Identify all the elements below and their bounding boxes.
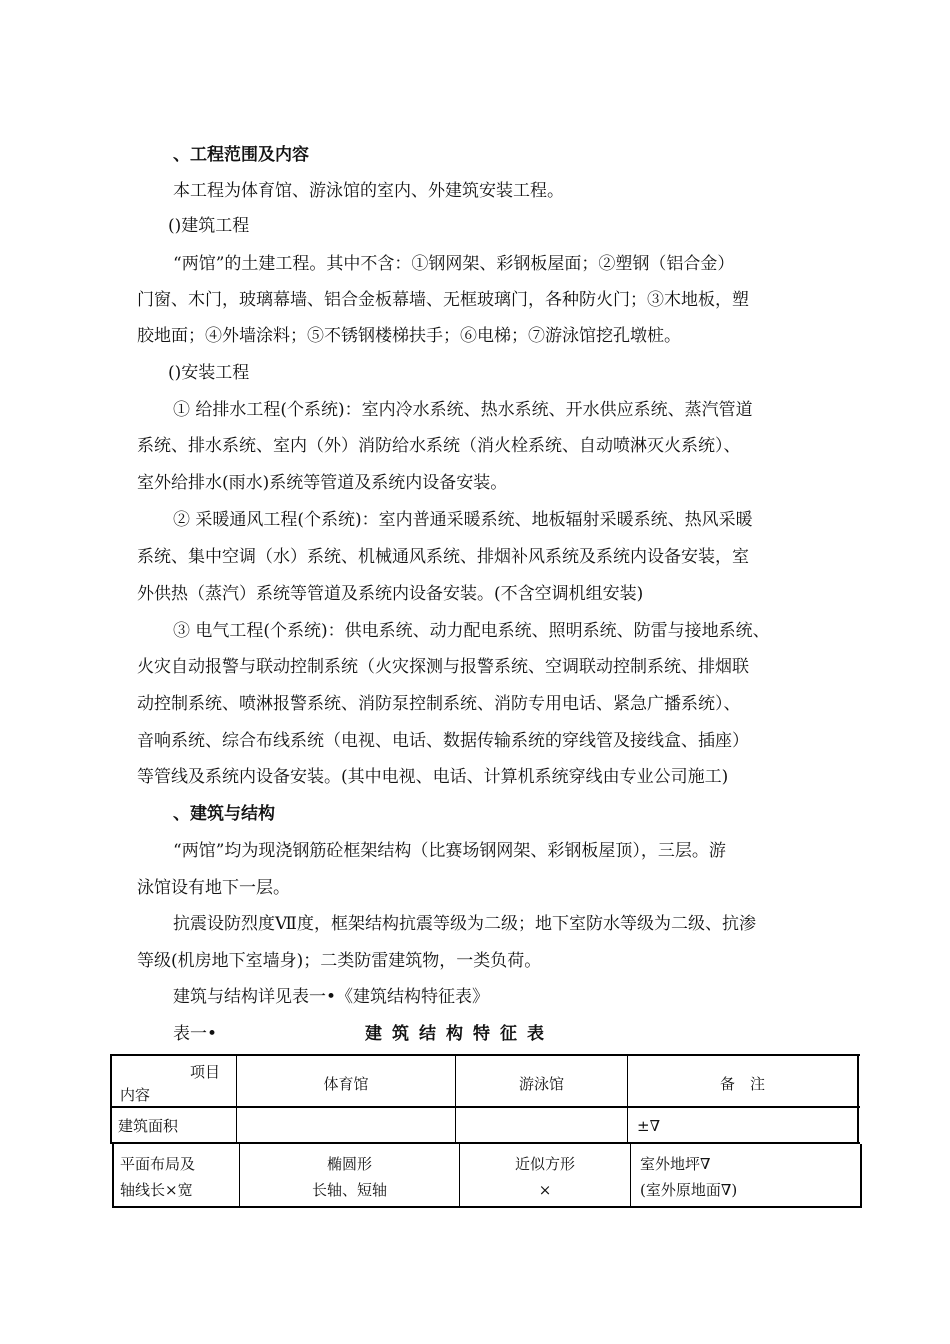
table-cell-note: 室外地坪∇ (640, 1155, 711, 1173)
paragraph-intro: 本工程为体育馆、游泳馆的室内、外建筑安装工程。 (173, 181, 564, 201)
table-header-gym: 体育馆 (323, 1075, 369, 1093)
paragraph-hvac-line: 外供热（蒸汽）系统等管道及系统内设备安装。(不含空调机组安装) (137, 584, 644, 604)
table-cell: 近似方形 (514, 1155, 575, 1173)
table-cell: × (538, 1181, 552, 1199)
table-row-label: 轴线长×宽 (120, 1181, 193, 1199)
table-title: 建筑结构特征表 (365, 1024, 554, 1044)
paragraph-seismic-line: 等级(机房地下室墙身)；二类防雷建筑物，一类负荷。 (137, 951, 542, 971)
paragraph-electrical-line: 等管线及系统内设备安装。(其中电视、电话、计算机系统穿线由专业公司施工) (137, 767, 729, 787)
paragraph-plumbing-line: 室外给排水(雨水)系统等管道及系统内设备安装。 (137, 473, 508, 493)
paragraph-electrical-line: 音响系统、综合布线系统（电视、电话、数据传输系统的穿线管及接线盒、插座） (137, 731, 749, 751)
paragraph-structure-line: 泳馆设有地下一层。 (137, 878, 290, 898)
paragraph-civil-line: “两馆”的土建工程。其中不含：①钢网架、彩钢板屋面；②塑钢（铝合金） (173, 254, 735, 274)
table-cell: 椭圆形 (326, 1155, 372, 1173)
table-header-content: 内容 (120, 1086, 151, 1104)
paragraph-electrical-line: 火灾自动报警与联动控制系统（火灾探测与报警系统、空调联动控制系统、排烟联 (137, 657, 749, 677)
table-header-item: 项目 (190, 1063, 221, 1081)
paragraph-hvac-line: ② 采暖通风工程(个系统)：室内普通采暖系统、地板辐射采暖系统、热风采暖 (173, 510, 753, 530)
section-heading-structure: 、建筑与结构 (173, 804, 275, 824)
table-header-notes: 备 注 (719, 1075, 765, 1093)
paragraph-civil-line: 门窗、木门，玻璃幕墙、铝合金板幕墙、无框玻璃门，各种防火门；③木地板，塑 (137, 290, 749, 310)
table-cell-note: ±∇ (637, 1117, 661, 1135)
table-header-pool: 游泳馆 (518, 1075, 564, 1093)
subheading-civil: ()建筑工程 (168, 216, 250, 236)
paragraph-plumbing-line: 系统、排水系统、室内（外）消防给水系统（消火栓系统、自动喷淋灭火系统）、 (137, 436, 741, 456)
paragraph-hvac-line: 系统、集中空调（水）系统、机械通风系统、排烟补风系统及系统内设备安装，室 (137, 547, 749, 567)
paragraph-seismic-line: 抗震设防烈度Ⅶ度，框架结构抗震等级为二级；地下室防水等级为二级、抗渗 (173, 914, 756, 934)
table-row-label: 平面布局及 (120, 1155, 196, 1173)
table-cell: 长轴、短轴 (311, 1181, 387, 1199)
paragraph-plumbing-line: ① 给排水工程(个系统)：室内冷水系统、热水系统、开水供应系统、蒸汽管道 (173, 400, 753, 420)
paragraph-table-reference: 建筑与结构详见表一•《建筑结构特征表》 (173, 987, 490, 1007)
table-label: 表一• (173, 1024, 218, 1044)
section-heading-scope: 、工程范围及内容 (173, 145, 309, 165)
paragraph-electrical-line: ③ 电气工程(个系统)：供电系统、动力配电系统、照明系统、防雷与接地系统、 (173, 621, 770, 641)
table-cell-note: (室外原地面∇) (640, 1181, 738, 1199)
paragraph-structure-line: “两馆”均为现浇钢筋砼框架结构（比赛场钢网架、彩钢板屋顶），三层。游 (173, 841, 726, 861)
table-row-label: 建筑面积 (118, 1117, 179, 1135)
paragraph-civil-line: 胶地面；④外墙涂料；⑤不锈钢楼梯扶手；⑥电梯；⑦游泳馆挖孔墩桩。 (137, 326, 681, 346)
subheading-install: ()安装工程 (168, 363, 250, 383)
paragraph-electrical-line: 动控制系统、喷淋报警系统、消防泵控制系统、消防专用电话、紧急广播系统）、 (137, 694, 741, 714)
